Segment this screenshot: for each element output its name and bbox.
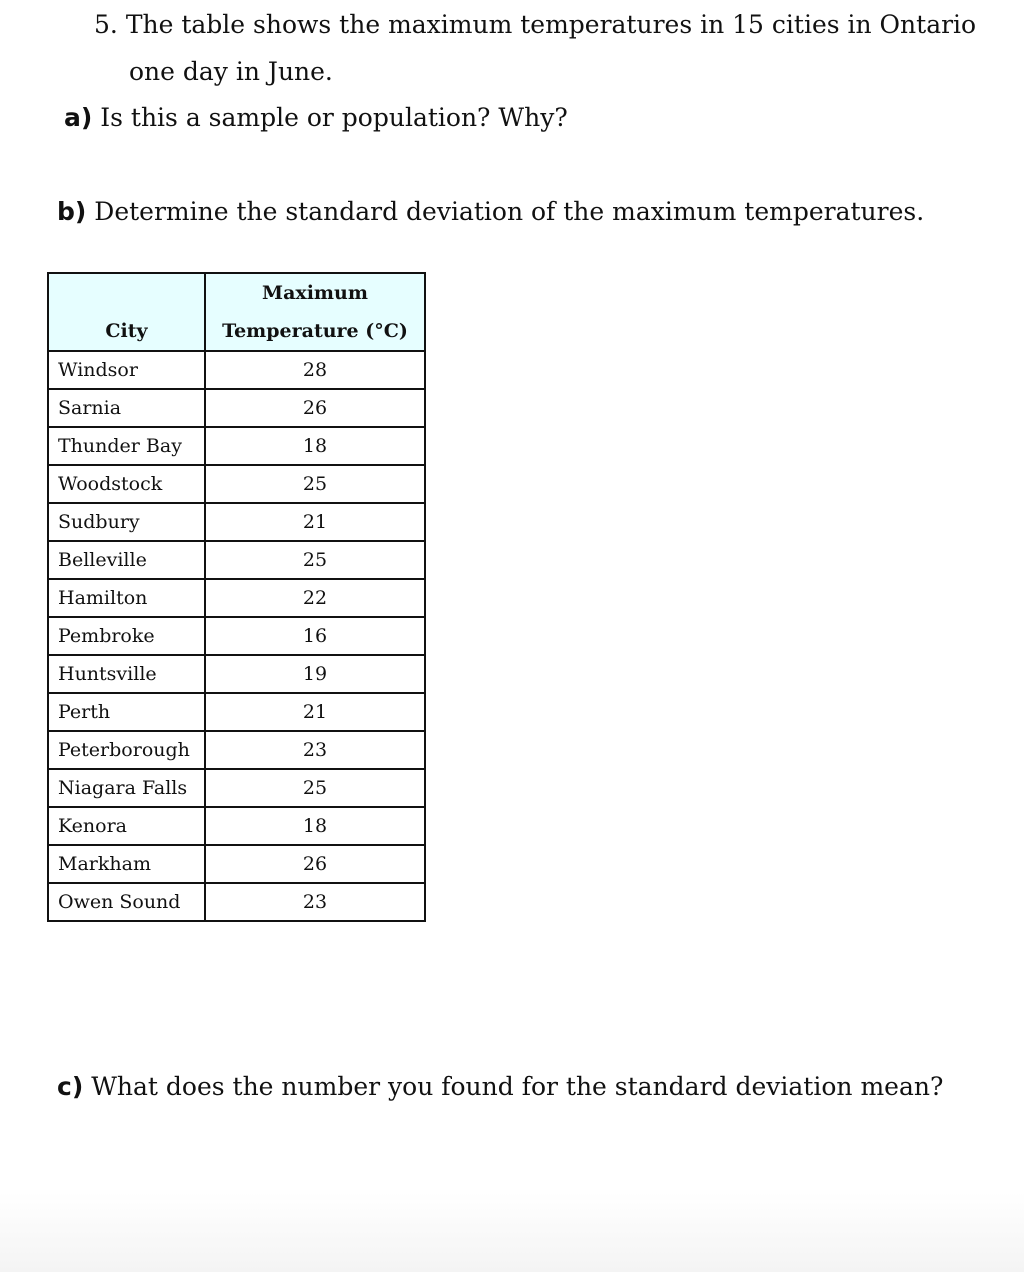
- table-row: [48, 845, 425, 883]
- question-stem-text-2: one day in June.: [129, 57, 333, 86]
- city-cell: Sudbury: [48, 503, 205, 541]
- table-row: [48, 541, 425, 579]
- temp-cell: 18: [205, 807, 425, 845]
- city-cell: Huntsville: [48, 655, 205, 693]
- table-row: [48, 503, 425, 541]
- city-cell: Markham: [48, 845, 205, 883]
- part-c-text: What does the number you found for the standard deviation mean?: [91, 1072, 944, 1101]
- table-row: [48, 579, 425, 617]
- table-row: [48, 769, 425, 807]
- part-b: [57, 197, 924, 227]
- question-number: 5.: [94, 10, 118, 39]
- part-a-text: Is this a sample or population? Why?: [100, 103, 568, 132]
- city-cell: Niagara Falls: [48, 769, 205, 807]
- city-cell: Woodstock: [48, 465, 205, 503]
- temp-cell: 26: [205, 845, 425, 883]
- table-row: [48, 427, 425, 465]
- city-cell: Windsor: [48, 351, 205, 389]
- page-bottom-shade: [0, 1192, 1024, 1272]
- city-cell: Owen Sound: [48, 883, 205, 921]
- question-stem-text-1: The table shows the maximum temperatures in 15 cities in Ontario: [125, 10, 977, 39]
- city-cell: Kenora: [48, 807, 205, 845]
- temp-cell: 23: [205, 883, 425, 921]
- question-stem-line-1: [94, 10, 976, 40]
- table-row: [48, 351, 425, 389]
- header-city: City: [48, 273, 205, 351]
- temp-cell: 21: [205, 503, 425, 541]
- question-stem-line-2: [129, 57, 333, 87]
- temp-cell: 25: [205, 465, 425, 503]
- city-cell: Perth: [48, 693, 205, 731]
- table-row: [48, 617, 425, 655]
- part-a-label: a): [64, 103, 93, 132]
- temp-cell: 26: [205, 389, 425, 427]
- table-row: [48, 693, 425, 731]
- temperature-table: [47, 272, 426, 922]
- header-temp-line-1: Maximum: [262, 282, 368, 304]
- header-temp-line-2: Temperature (°C): [222, 320, 408, 342]
- table-row: [48, 731, 425, 769]
- temp-cell: 25: [205, 541, 425, 579]
- city-cell: Thunder Bay: [48, 427, 205, 465]
- table-row: [48, 465, 425, 503]
- temp-cell: 22: [205, 579, 425, 617]
- temp-cell: 28: [205, 351, 425, 389]
- part-b-label: b): [57, 197, 87, 226]
- part-a: [64, 103, 568, 133]
- city-cell: Peterborough: [48, 731, 205, 769]
- table-row: [48, 389, 425, 427]
- temp-cell: 18: [205, 427, 425, 465]
- temp-cell: 16: [205, 617, 425, 655]
- part-b-text: Determine the standard deviation of the maximum temperatures.: [94, 197, 925, 226]
- part-c-label: c): [57, 1072, 84, 1101]
- city-cell: Hamilton: [48, 579, 205, 617]
- table-row: [48, 655, 425, 693]
- temp-cell: 25: [205, 769, 425, 807]
- city-cell: Sarnia: [48, 389, 205, 427]
- city-cell: Belleville: [48, 541, 205, 579]
- temp-cell: 21: [205, 693, 425, 731]
- temp-cell: 19: [205, 655, 425, 693]
- part-c: [57, 1072, 943, 1102]
- header-temperature: [205, 273, 425, 351]
- table-row: [48, 807, 425, 845]
- table-row: [48, 883, 425, 921]
- table-header-row: [48, 273, 425, 351]
- city-cell: Pembroke: [48, 617, 205, 655]
- temp-cell: 23: [205, 731, 425, 769]
